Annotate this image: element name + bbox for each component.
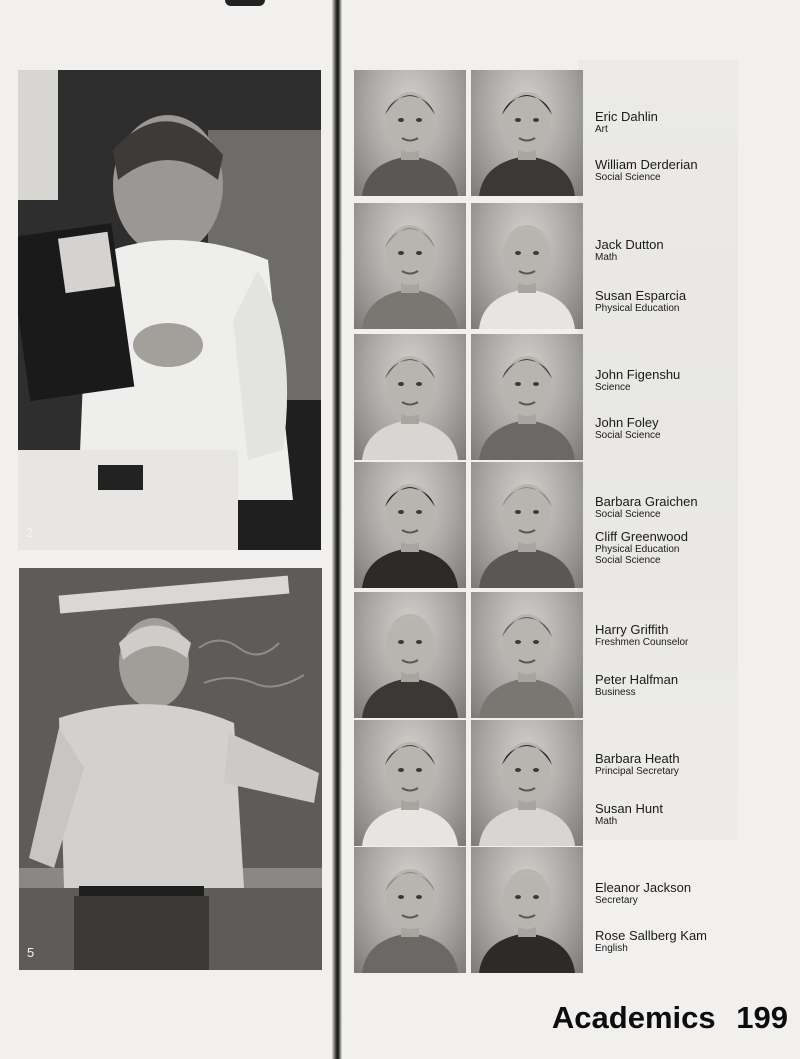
faculty-entry bbox=[595, 416, 795, 441]
portrait-silhouette bbox=[471, 847, 583, 973]
faculty-name: Peter Halfman bbox=[595, 672, 679, 687]
faculty-department: Secretary bbox=[595, 895, 638, 906]
faculty-portrait bbox=[354, 592, 466, 718]
faculty-portrait bbox=[471, 334, 583, 460]
faculty-department: Business bbox=[595, 687, 636, 698]
faculty-portrait bbox=[471, 203, 583, 329]
portrait-silhouette bbox=[354, 847, 466, 973]
faculty-name: Eric Dahlin bbox=[595, 109, 658, 124]
faculty-portrait bbox=[354, 70, 466, 196]
faculty-name: Rose Sallberg Kam bbox=[595, 928, 707, 943]
faculty-portrait bbox=[471, 592, 583, 718]
portrait-silhouette bbox=[354, 462, 466, 588]
page-gutter bbox=[332, 0, 342, 1059]
photo-teacher-chalkboard-image bbox=[19, 568, 322, 970]
photo-caption-number: 5 bbox=[27, 945, 35, 960]
faculty-entry bbox=[595, 158, 795, 183]
faculty-entry bbox=[595, 623, 795, 648]
faculty-department: Social Science bbox=[595, 430, 661, 441]
portrait-silhouette bbox=[354, 720, 466, 846]
faculty-name: Eleanor Jackson bbox=[595, 880, 692, 895]
faculty-department: Social Science bbox=[595, 555, 661, 566]
faculty-name: John Foley bbox=[595, 415, 659, 430]
faculty-portrait bbox=[471, 70, 583, 196]
faculty-name: Harry Griffith bbox=[595, 622, 669, 637]
faculty-name: Susan Esparcia bbox=[595, 288, 687, 303]
faculty-portrait bbox=[354, 720, 466, 846]
faculty-department: Principal Secretary bbox=[595, 766, 679, 777]
faculty-name: Cliff Greenwood bbox=[595, 529, 688, 544]
faculty-name: John Figenshu bbox=[595, 367, 681, 382]
faculty-department: Freshmen Counselor bbox=[595, 637, 689, 648]
faculty-entry bbox=[595, 289, 795, 314]
faculty-entry bbox=[595, 368, 795, 393]
faculty-department: Math bbox=[595, 816, 618, 827]
faculty-portrait bbox=[354, 847, 466, 973]
faculty-entry bbox=[595, 110, 795, 135]
faculty-department: Art bbox=[595, 124, 608, 135]
faculty-department: English bbox=[595, 943, 628, 954]
faculty-entry bbox=[595, 673, 795, 698]
faculty-entry bbox=[595, 929, 795, 954]
faculty-name: Susan Hunt bbox=[595, 801, 663, 816]
faculty-department: Science bbox=[595, 382, 631, 393]
page-top-mark bbox=[225, 0, 265, 6]
photo-caption-number: 2 bbox=[26, 525, 34, 540]
faculty-department: Math bbox=[595, 252, 618, 263]
faculty-department: Social Science bbox=[595, 509, 661, 520]
faculty-portrait bbox=[471, 847, 583, 973]
faculty-portrait bbox=[354, 203, 466, 329]
faculty-portrait bbox=[354, 334, 466, 460]
faculty-entry bbox=[595, 881, 795, 906]
portrait-silhouette bbox=[354, 334, 466, 460]
faculty-portrait bbox=[471, 720, 583, 846]
faculty-department: Social Science bbox=[595, 172, 661, 183]
faculty-entry bbox=[595, 530, 795, 566]
candid-photo-teacher-with-book bbox=[18, 70, 321, 550]
faculty-name: Barbara Graichen bbox=[595, 494, 698, 509]
section-title: Academics bbox=[551, 1000, 716, 1035]
faculty-portrait bbox=[354, 462, 466, 588]
portrait-silhouette bbox=[471, 70, 583, 196]
page-number: 199 bbox=[736, 1000, 788, 1035]
faculty-name: Barbara Heath bbox=[595, 751, 680, 766]
candid-photo-teacher-at-chalkboard bbox=[19, 568, 322, 970]
portrait-silhouette bbox=[354, 592, 466, 718]
photo-teacher-with-book-image bbox=[18, 70, 321, 550]
portrait-silhouette bbox=[471, 592, 583, 718]
faculty-entry bbox=[595, 802, 795, 827]
faculty-entry bbox=[595, 495, 795, 520]
faculty-department: Physical Education bbox=[595, 303, 680, 314]
faculty-name: Jack Dutton bbox=[595, 237, 664, 252]
faculty-portrait bbox=[471, 462, 583, 588]
portrait-silhouette bbox=[471, 334, 583, 460]
faculty-department: Physical Education bbox=[595, 544, 680, 555]
portrait-silhouette bbox=[354, 203, 466, 329]
portrait-silhouette bbox=[471, 203, 583, 329]
faculty-name: William Derderian bbox=[595, 157, 698, 172]
portrait-silhouette bbox=[471, 720, 583, 846]
portrait-silhouette bbox=[471, 462, 583, 588]
page-footer bbox=[552, 1000, 788, 1036]
portrait-silhouette bbox=[354, 70, 466, 196]
faculty-entry bbox=[595, 238, 795, 263]
faculty-entry bbox=[595, 752, 795, 777]
